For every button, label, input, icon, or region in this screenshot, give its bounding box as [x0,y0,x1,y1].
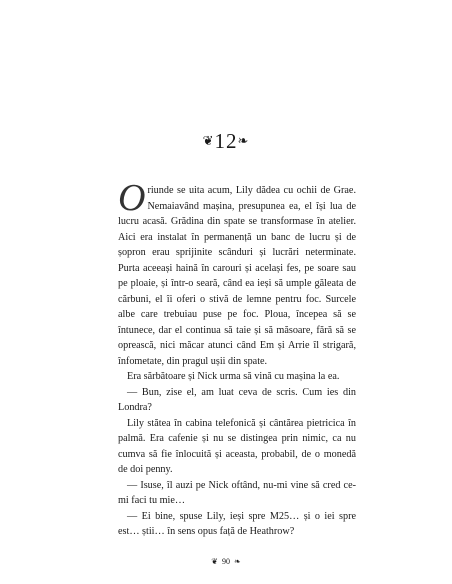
paragraph: — Ei bine, spuse Lily, ieși spre M25… și o iei spre est… știi… în sens opus față de Heathrow? [118,510,356,537]
page-number: 90 [222,557,230,566]
paragraph: Lily stătea în cabina telefonică și cântărea pietricica în palmă. Era cafenie și nu se distingea prin nimic, ca nu cumva să fie înlocuită și aceasta, probabil, de o monedă de doi penny. [118,417,356,475]
paragraph-text: riunde se uita acum, Lily dădea cu ochii de Grae. Nemaiavând mașina, presupunea ea, el își lua de lucru acasă. Grădina din spate se transformase în atelier. Aici era instalat în permanență un banc de lucru și de șopron erau sprijinite scânduri și lucrări neterminate. Purta aceeași haină în carouri și același fes, pe soare sau pe ploaie, și într-o seară, când ea ieși să umple găleata de cărbuni, el îi oferi o stivă de lemne pentru foc. Surcele albe care trebuiau puse pe foc. Ploua, începea să se întunece, dar el continua să taie și să măsoare, fără să se oprească, nici măcar atunci când Em și Arrie îl strigară, înfometate, din pragul ușii din spate. [118,185,356,367]
fleuron-left-icon: ❦ [211,557,218,566]
chapter-heading [0,128,452,154]
paragraph [118,177,356,369]
drop-cap: O [118,177,146,219]
body-text [118,177,356,540]
chapter-number: 12 [214,129,238,153]
paragraph: Era sărbătoare și Nick urma să vină cu mașina la ea. [127,371,340,382]
page-footer [0,556,452,568]
fleuron-right-icon: ❧ [237,133,250,148]
fleuron-right-icon: ❧ [234,557,241,566]
fleuron-left-icon: ❦ [202,133,215,148]
paragraph: — Bun, zise el, am luat ceva de scris. Cum ies din Londra? [118,386,356,413]
paragraph: — Isuse, îl auzi pe Nick oftând, nu-mi vine să cred ce-mi faci tu mie… [118,479,356,506]
